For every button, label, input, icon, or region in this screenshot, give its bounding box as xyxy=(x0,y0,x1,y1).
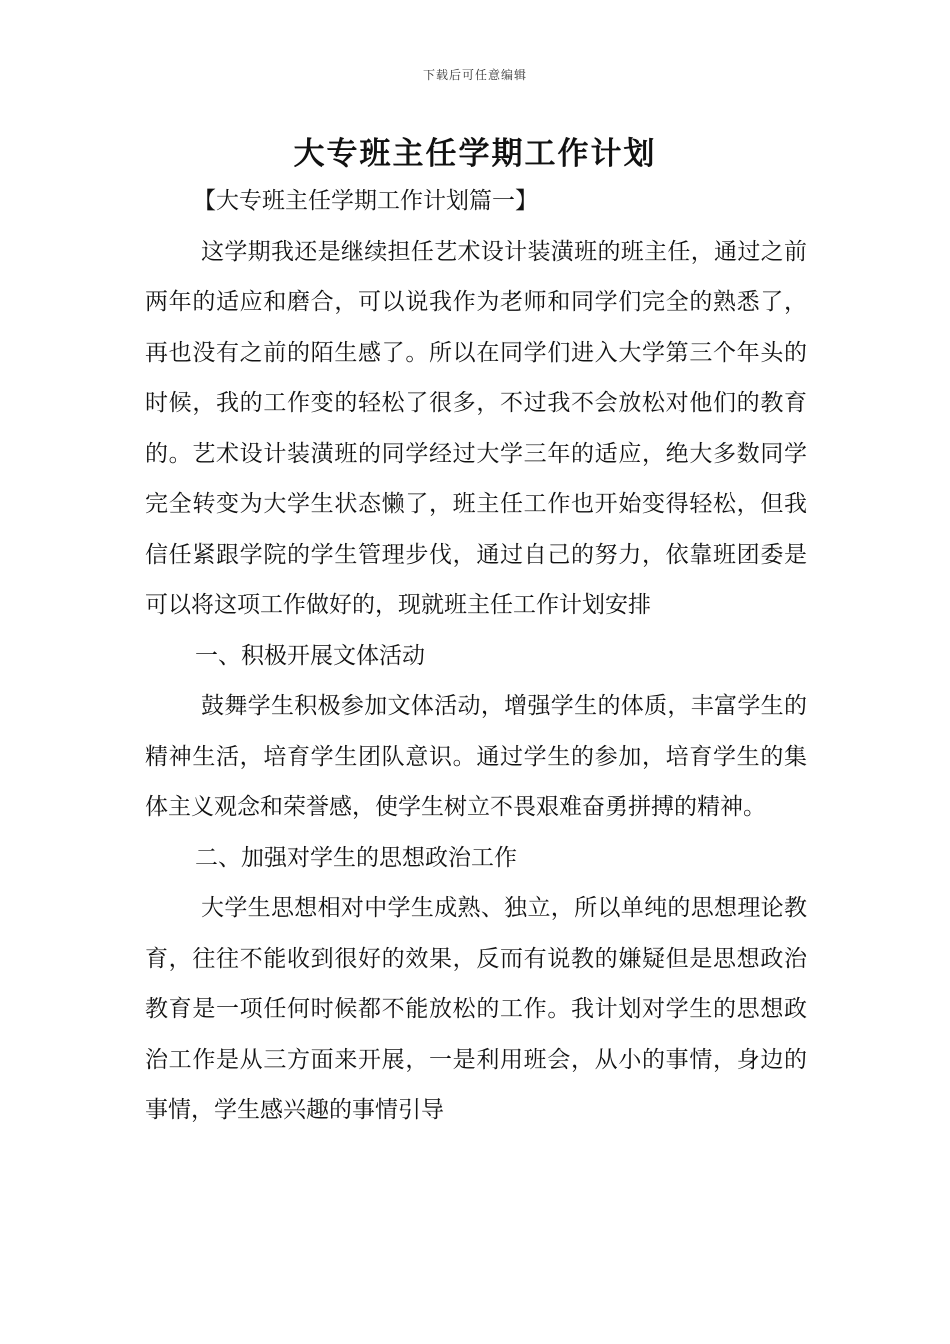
section-paragraph-2: 大学生思想相对中学生成熟、独立，所以单纯的思想理论教育，往往不能收到很好的效果，反而有说教的嫌疑但是思想政治教育是一项任何时候都不能放松的工作。我计划对学生的思想政治工作是从三方面来开展，一是利用班会，从小的事情，身边的事情，学生感兴趣的事情引导 xyxy=(145,895,807,1123)
intro-paragraph: 这学期我还是继续担任艺术设计装潢班的班主任，通过之前两年的适应和磨合，可以说我作为老师和同学们完全的熟悉了，再也没有之前的陌生感了。所以在同学们进入大学第三个年头的时候，我的工作变的轻松了很多，不过我不会放松对他们的教育的。艺术设计装潢班的同学经过大学三年的适应，绝大多数同学完全转变为大学生状态懒了，班主任工作也开始变得轻松，但我信任紧跟学院的学生管理步伐，通过自己的努力，依靠班团委是可以将这项工作做好的，现就班主任工作计划安排 xyxy=(145,238,807,618)
section-heading-2: 二、加强对学生的思想政治工作 xyxy=(195,844,517,871)
document-body xyxy=(145,176,807,1136)
section-heading-1: 一、积极开展文体活动 xyxy=(195,642,425,669)
section-paragraph-1: 鼓舞学生积极参加文体活动，增强学生的体质，丰富学生的精神生活，培育学生团队意识。通过学生的参加，培育学生的集体主义观念和荣誉感，使学生树立不畏艰难奋勇拼搏的精神。 xyxy=(145,693,807,820)
page-header-note: 下载后可任意编辑 xyxy=(422,68,527,82)
document-title: 大专班主任学期工作计划 xyxy=(293,136,657,172)
document-subtitle: 【大专班主任学期工作计划篇一】 xyxy=(193,188,538,214)
